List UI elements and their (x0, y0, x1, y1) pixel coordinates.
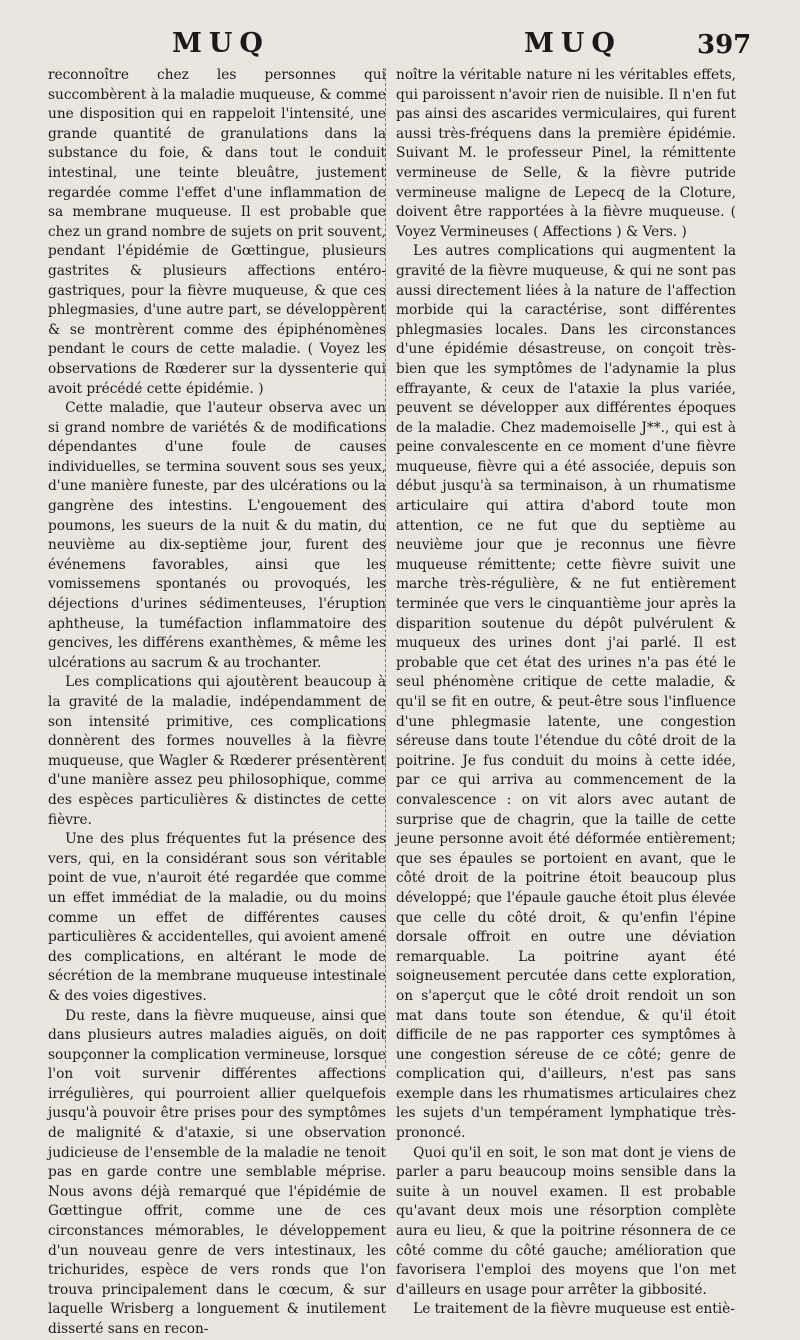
paragraph: Les complications qui ajoutèrent beaucoup à la gravité de la maladie, indépendamment de son intensité primitive, ces complications donnèrent des formes nouvelles à la fièvre muqueuse, que Wagler & Rœderer présentèrent d'une manière assez peu philosophique, comme des espèces particulières & distinctes de cette fièvre. (48, 674, 386, 828)
paragraph: Une des plus fréquentes fut la présence des vers, qui, en la considérant sous son véritable point de vue, n'auroit été regardée que comme un effet immédiat de la maladie, ou du moins comme un effet de différentes causes particulières & accidentelles, qui avoient amené des complications, en altérant le mode de sécrétion de la membrane muqueuse intestinale & des voies digestives. (48, 831, 386, 1004)
paragraph: Cette maladie, que l'auteur observa avec un si grand nombre de variétés & de modifications dépendantes d'une foule de causes individuelles, se termina souvent sous ses yeux, d'une manière funeste, par des ulcérations ou la gangrène des intestins. L'engouement des poumons, les sueurs de la nuit & du matin, du neuvième au dix-septième jour, furent des événemens favorables, ainsi que les vomissemens spontanés ou provoqués, les déjections d'urines sédimenteuses, l'éruption aphtheuse, la tuméfaction inflammatoire des gencives, les différens exanthèmes, & même les ulcérations au sacrum & au trochanter. (48, 400, 386, 671)
left-running-head: MUQ (172, 28, 270, 59)
paragraph: Les autres complications qui augmentent la gravité de la fièvre muqueuse, & qui ne sont pas aussi directement liées à la nature de l'affection morbide qui la caractérise, sont différentes phlegmasies locales. Dans les circonstances d'une épidémie désastreuse, on conçoit très-bien que les symptômes de l'adynamie la plus effrayante, & ceux de l'ataxie la plus variée, peuvent se développer aux différentes époques de la maladie. Chez mademoiselle J**., qui est à peine convalescente en ce moment d'une fièvre muqueuse, fièvre qui a été associée, depuis son début jusqu'à sa terminaison, à un rhumatisme articulaire qui attira d'abord toute mon attention, ce ne fut que du septième au neuvième jour que je reconnus une fièvre muqueuse rémittente; cette fièvre suivit une marche très-régulière, & ne fut entièrement terminée que vers le cinquantième jour après la disparition soutenue du dépôt pulvérulent & muqueux des urines dont j'ai parlé. Il est probable que cet état des urines n'a pas été le seul phénomène critique de cette maladie, & qu'il se fit en outre, & peut-être sous l'influence d'une phlegmasie latente, une congestion séreuse dans toute l'étendue du côté droit de la poitrine. Je fus conduit du moins à cette idée, par ce qui arriva au commencement de la convalescence : on vit alors avec autant de surprise que de chagrin, que la taille de cette jeune personne avoit été déformée entièrement; que ses épaules se portoient en avant, que le côté droit de la poitrine étoit beaucoup plus développé; que l'épaule gauche étoit plus élevée que celle du côté droit, & qu'enfin l'épine dorsale offroit en outre une déviation remarquable. La poitrine ayant été soigneusement percutée dans cette exploration, on s'aperçut que le côté droit rendoit un son mat dans toute son étendue, & qu'il étoit difficile de ne pas rapporter ces symptômes à une congestion séreuse de ce côté; genre de complication qui, d'ailleurs, n'est pas sans exemple dans les rhumatismes articulaires chez les sujets d'un tempérament lymphatique très-prononcé. (396, 243, 736, 1142)
left-column (48, 66, 386, 1340)
running-header (0, 28, 800, 68)
paragraph: Quoi qu'il en soit, le son mat dont je viens de parler a paru beaucoup moins sensible dans la suite à un nouvel examen. Il est probable qu'avant deux mois une résorption complète aura eu lieu, & que la poitrine résonnera de ce côté comme du côté gauche; amélioration que favorisera l'emploi des moyens que l'on met d'ailleurs en usage pour arrêter la gibbosité. (396, 1144, 736, 1298)
paragraph: reconnoître chez les personnes qui succombèrent à la maladie muqueuse, & comme une disposition qui en rappeloit l'intensité, une grande quantité de granulations dans la substance du foie, & dans tout le conduit intestinal, une teinte bleuâtre, justement regardée comme l'effet d'une inflammation de sa membrane muqueuse. Il est probable que chez un grand nombre de sujets on prit souvent, pendant l'épidémie de Gœttingue, plusieurs gastrites & plusieurs affections entéro-gastriques, pour la fièvre muqueuse, & que ces phlegmasies, d'une autre part, se développèrent & se montrèrent comme des épiphénomènes pendant le cours de cette maladie. ( Voyez les observations de Rœderer sur la dyssenterie qui avoit précédé cette épidémie. ) (48, 67, 386, 397)
paragraph: noître la véritable nature ni les véritables effets, qui paroissent n'avoir rien de nuisible. Il n'en fut pas ainsi des ascarides vermiculaires, qui furent aussi très-fréquens dans la première épidémie. Suivant M. le professeur Pinel, la rémittente vermineuse de Selle, & la fièvre putride vermineuse maligne de Lepecq de la Cloture, doivent être rapportées à la fièvre muqueuse. ( Voyez Vermineuses ( Affections ) & Vers. ) (396, 67, 736, 240)
paragraph: Du reste, dans la fièvre muqueuse, ainsi que dans plusieurs autres maladies aiguës, on doit soupçonner la complication vermineuse, lorsque l'on voit survenir différentes affections irrégulières, qui pourroient allier quelquefois jusqu'à pouvoir être prises pour des symptômes de malignité & d'ataxie, si une observation judicieuse de l'ensemble de la maladie ne tenoit pas en garde contre une semblable méprise. Nous avons déjà remarqué que l'épidémie de Gœttingue offrit, comme une de ces circonstances mémorables, le développement d'un nouveau genre de vers intestinaux, les trichurides, espèce de vers ronds que l'on trouva principalement dans le cœcum, & sur laquelle Wrisberg a longuement & inutilement disserté sans en recon- (48, 1007, 386, 1337)
right-running-head: MUQ (524, 28, 622, 59)
page-number: 397 (697, 30, 752, 60)
paragraph: Le traitement de la fièvre muqueuse est entiè- (413, 1301, 735, 1318)
right-column (396, 66, 736, 1320)
